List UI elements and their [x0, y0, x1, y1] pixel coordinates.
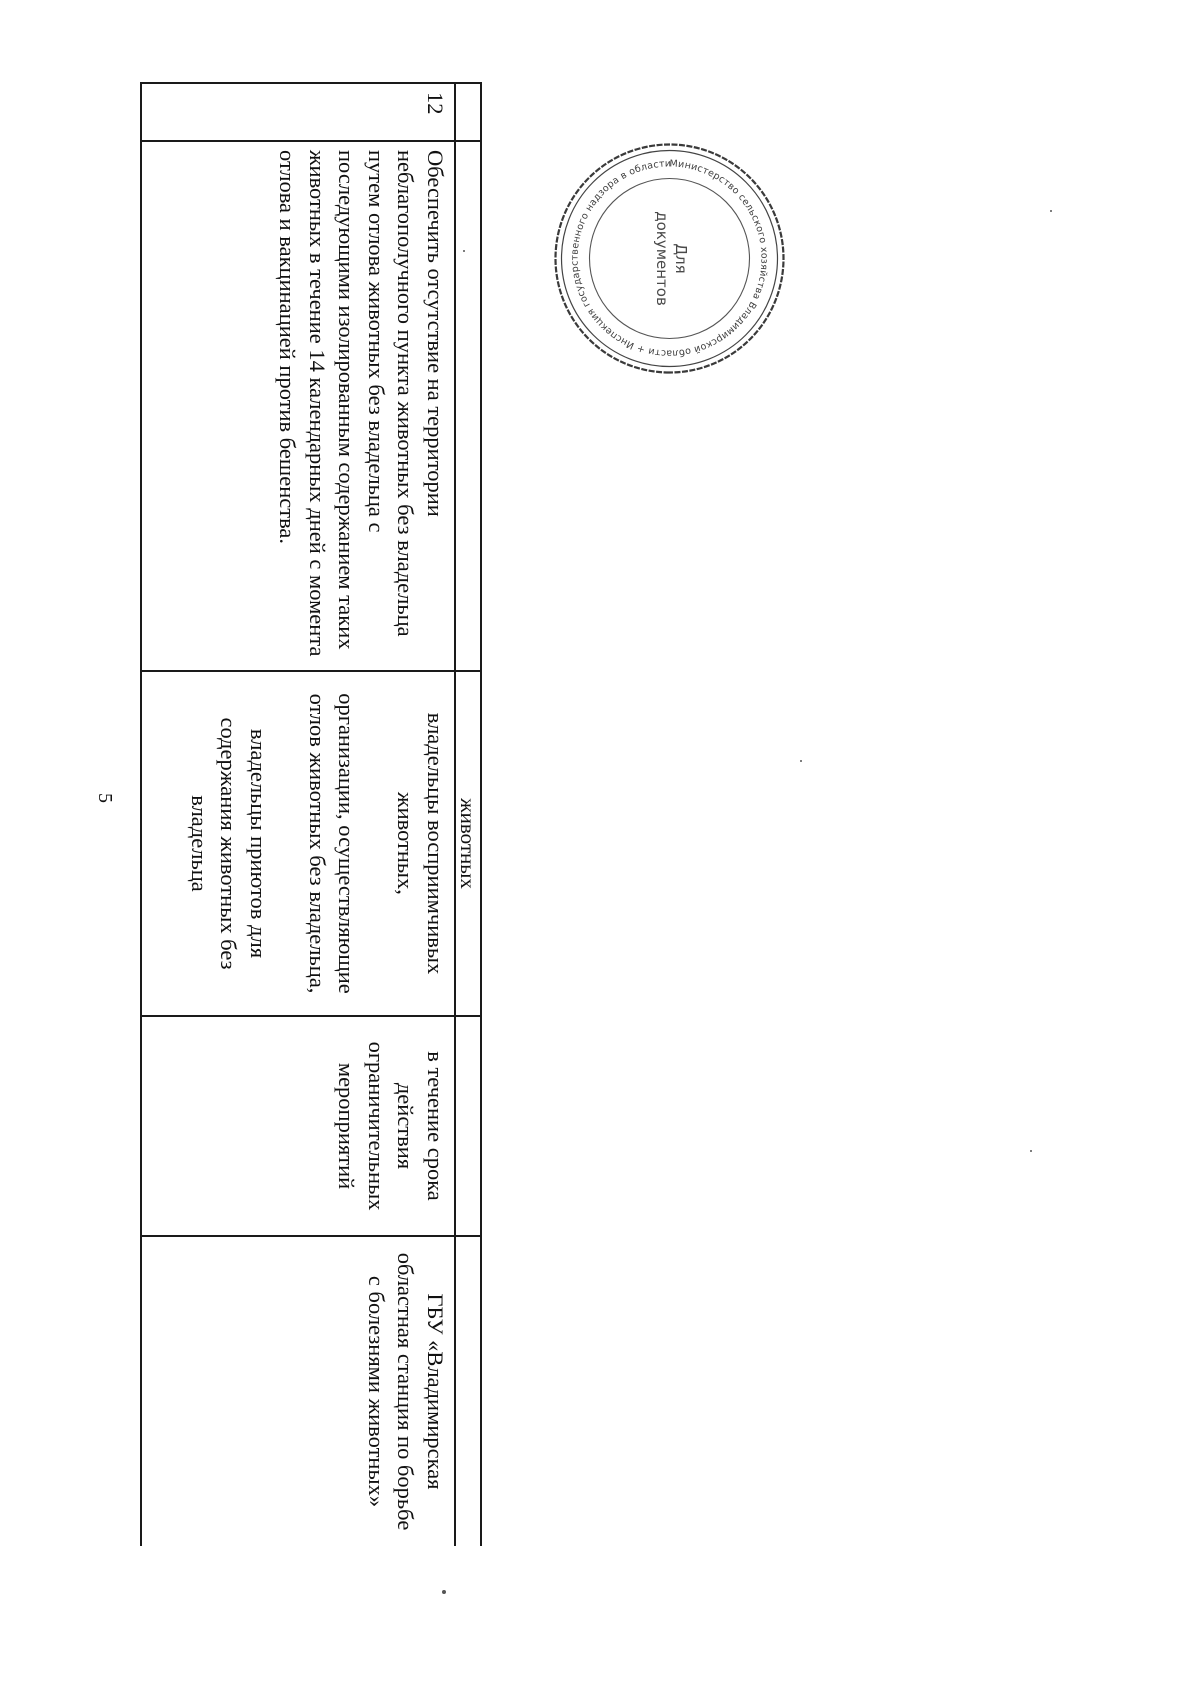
cell-executor-cont	[455, 1236, 481, 1546]
seal-ring-text: Министерство сельского хозяйства Владимирской области + Инспекция государственного надзора в области	[569, 158, 770, 359]
cell-term-cont	[455, 1016, 481, 1236]
scan-speck	[800, 760, 802, 762]
row-number: 12	[141, 83, 455, 141]
seal-center-text	[652, 142, 690, 375]
scan-speck	[463, 250, 465, 252]
table-row	[141, 83, 455, 1546]
table-continuation-row	[455, 83, 481, 1546]
cell-responsible-cont: животных	[455, 671, 481, 1016]
row-responsible	[141, 671, 455, 1016]
seal-center-line2: документов	[653, 211, 671, 306]
row-executor: ГБУ «Владимирская областная станция по борьбе с болезнями животных»	[141, 1236, 455, 1546]
cell-measure-cont	[455, 141, 481, 671]
official-seal	[553, 142, 786, 375]
responsible-catching-orgs: организации, осуществляющие отлов животных без владельца,	[305, 693, 360, 994]
seal-center-line1: Для	[672, 243, 690, 274]
scan-speck	[442, 1590, 446, 1594]
row-term: в течение срока действия ограничительных мероприятий	[141, 1016, 455, 1236]
scan-speck	[1030, 1150, 1032, 1152]
measures-table-frame	[120, 82, 482, 1546]
page-number: 5	[94, 793, 116, 803]
cell-number-cont	[455, 83, 481, 141]
measures-table-wrap	[120, 82, 482, 1546]
responsible-owners: владельцы восприимчивых животных,	[393, 712, 448, 975]
row-measure-text: Обеспечить отсутствие на территории неблагополучного пункта животных без владельца путем отлова животных без владельца с последующими изолированным содержанием таких животных в течение 14 календарных дней с момента отлова и вакцинацией против бешенства.	[141, 141, 455, 671]
scan-speck	[1050, 210, 1052, 212]
responsible-shelter-owners: владельцы приютов для содержания животных без владельца	[187, 717, 271, 970]
measures-table	[140, 82, 482, 1546]
